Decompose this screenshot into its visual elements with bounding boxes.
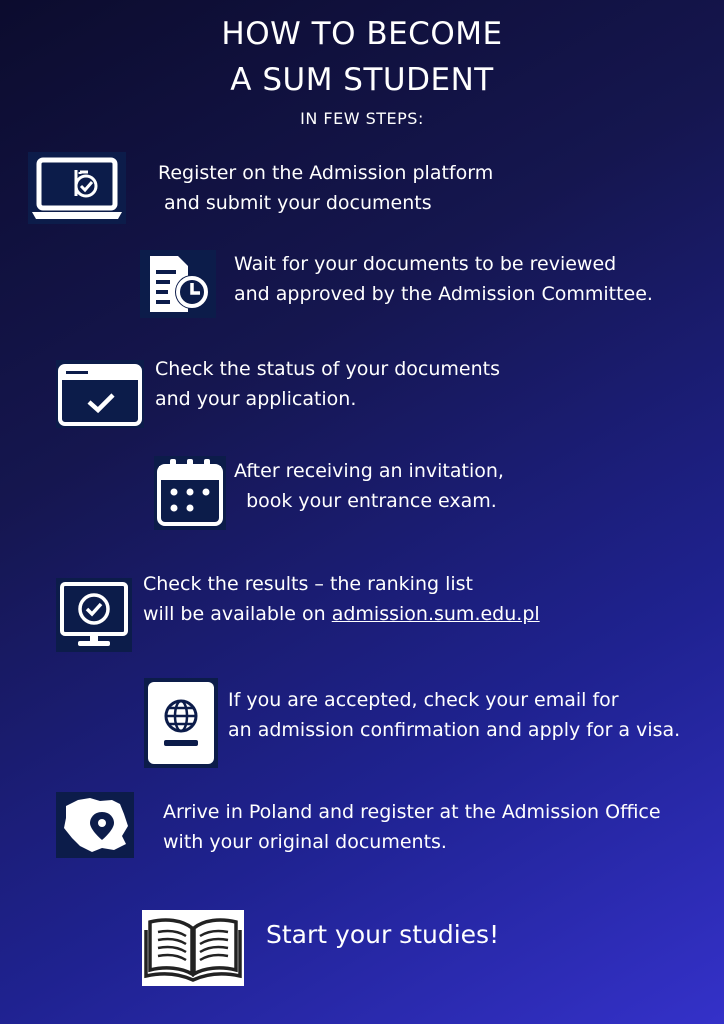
laptop-timer-icon [28, 152, 126, 224]
document-clock-icon [140, 250, 216, 318]
title-line-2: A SUM STUDENT [230, 62, 494, 98]
step-2-text: Wait for your documents to be reviewed and approved by the Admission Committee. [234, 253, 653, 305]
step-4-text: After receiving an invitation, book your entrance exam. [234, 460, 504, 512]
passport-icon [144, 678, 218, 768]
poland-map-pin-icon [56, 792, 134, 858]
step-6-text: If you are accepted, check your email for an admission confirmation and apply for a visa. [228, 689, 681, 741]
subtitle: IN FEW STEPS: [300, 109, 424, 128]
open-book-icon [142, 910, 244, 986]
monitor-check-icon [56, 578, 132, 652]
calendar-icon [154, 456, 226, 530]
step-1-text: Register on the Admission platform and submit your documents [158, 162, 494, 214]
step-7-text: Arrive in Poland and register at the Admission Office with your original documents. [163, 801, 661, 853]
browser-check-icon [56, 360, 144, 428]
title-line-1: HOW TO BECOME [221, 16, 503, 52]
admission-link[interactable]: admission.sum.edu.pl [331, 603, 540, 625]
step-3-text: Check the status of your documents and your application. [155, 358, 501, 410]
step-5-text: Check the results – the ranking list will be available on admission.sum.edu.pl [143, 573, 540, 625]
step-8-text: Start your studies! [266, 920, 500, 949]
